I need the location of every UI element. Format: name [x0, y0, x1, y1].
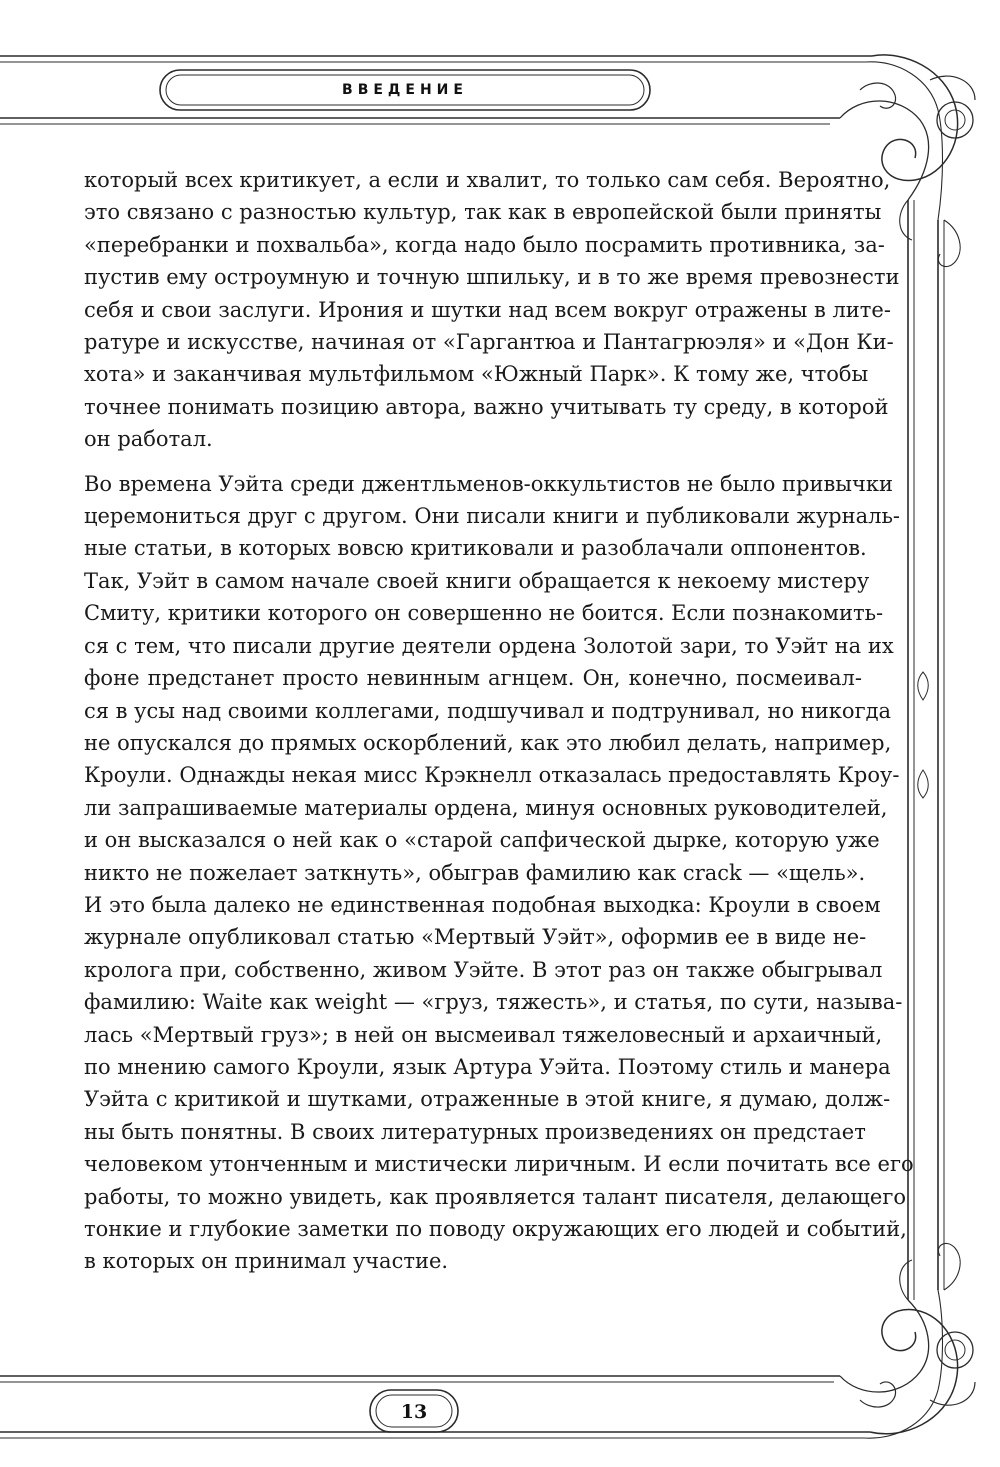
running-head: ВВЕДЕНИЕ [342, 82, 468, 98]
text-line: он работал. [84, 427, 213, 452]
text-line: ны быть понятны. В своих литературных произведениях он предстает [84, 1119, 866, 1144]
page-number: 13 [400, 1401, 428, 1423]
text-line: пустив ему остроумную и точную шпильку, и в то же время превознести [84, 265, 900, 290]
text-line: ся с тем, что писали другие деятели ордена Золотой зари, то Уэйт на их [84, 633, 894, 658]
text-line: Уэйта с критикой и шутками, отраженные в этой книге, я думаю, долж- [84, 1087, 891, 1112]
text-line: церемониться друг с другом. Они писали книги и публиковали журналь- [84, 504, 901, 529]
text-line: в которых он принимал участие. [84, 1249, 449, 1274]
text-line: Во времена Уэйта среди джентльменов-оккультистов не было привычки [84, 471, 894, 496]
text-line: не опускался до прямых оскорблений, как это любил делать, например, [84, 730, 892, 755]
text-line: Так, Уэйт в самом начале своей книги обращается к некоему мистеру [84, 568, 870, 593]
text-line: по мнению самого Кроули, язык Артура Уэйта. Поэтому стиль и манера [84, 1054, 891, 1079]
text-line: «перебранки и похвальба», когда надо было посрамить противника, за- [84, 232, 885, 257]
text-line: хота» и заканчивая мультфильмом «Южный Парк». К тому же, чтобы [84, 362, 869, 387]
text-line: который всех критикует, а если и хвалит, то только сам себя. Вероятно, [84, 168, 891, 192]
text-line: себя и свои заслуги. Ирония и шутки над всем вокруг отражены в лите- [84, 297, 891, 322]
paragraph [84, 164, 900, 456]
text-line: ся в усы над своими коллегами, подшучивал и подтрунивал, но никогда [84, 698, 892, 723]
paragraph [84, 468, 914, 1278]
text-line: Смиту, критики которого он совершенно не боится. Если познакомить- [84, 601, 884, 626]
text-line: кролога при, собственно, живом Уэйте. В этот раз он также обыгрывал [84, 957, 883, 982]
body-text [84, 164, 914, 1290]
text-line: фамилию: Waite как weight — «груз, тяжесть», и статья, по сути, называ- [84, 990, 903, 1015]
text-line: тонкие и глубокие заметки по поводу окружающих его людей и событий, [84, 1217, 907, 1241]
text-line: это связано с разностью культур, так как в европейской были приняты [84, 200, 882, 225]
text-line: ные статьи, в которых вовсю критиковали и разоблачали оппонентов. [84, 536, 867, 561]
text-line: никто не пожелает заткнуть», обыграв фамилию как crack — «щель». [84, 860, 866, 885]
text-line: И это была далеко не единственная подобная выходка: Кроули в своем [84, 892, 881, 917]
text-line: ли запрашиваемые материалы ордена, минуя основных руководителей, [84, 795, 888, 820]
text-line: точнее понимать позицию автора, важно учитывать ту среду, в которой [84, 394, 889, 419]
text-line: лась «Мертвый груз»; в ней он высмеивал тяжеловесный и архаичный, [84, 1022, 883, 1047]
text-line: и он высказался о ней как о «старой сапфической дырке, которую уже [84, 828, 880, 853]
text-line: работы, то можно увидеть, как проявляется талант писателя, делающего [84, 1184, 906, 1209]
text-line: фоне предстанет просто невинным агнцем. Он, конечно, посмеивал- [84, 666, 862, 691]
text-line: человеком утонченным и мистически лиричным. И если почитать все его [84, 1152, 914, 1177]
text-line: ратуре и искусстве, начиная от «Гаргантюа и Пантагрюэля» и «Дон Ки- [84, 330, 894, 355]
text-line: журнале опубликовал статью «Мертвый Уэйт», оформив ее в виде не- [84, 925, 867, 950]
text-line: Кроули. Однажды некая мисс Крэкнелл отказалась предоставлять Кроу- [84, 763, 900, 788]
